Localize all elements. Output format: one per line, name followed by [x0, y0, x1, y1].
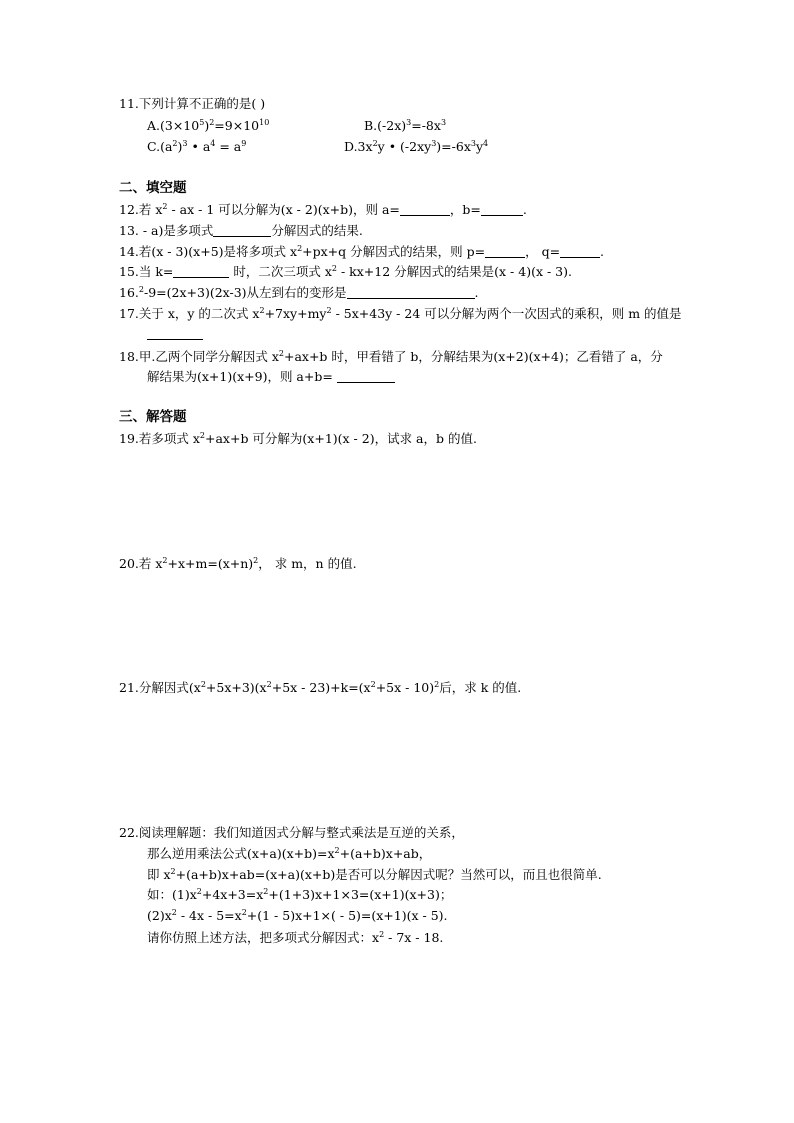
question-22-line-6: 请你仿照上述方法，把多项式分解因式：$x^2 - 7x - 18$. [147, 930, 444, 945]
question-18-continued: 解结果为(x+1)(x+9)，则 a+b= [147, 369, 395, 385]
question-11-option-c: $C.(a^2)^3$ • $a^4 = a^9$ [147, 139, 247, 154]
question-14: 14.若(x - 3)(x+5)是将多项式 $x^2+px+q$ 分解因式的结果，则 p= ， q= . [119, 244, 605, 259]
question-15: 15.当 k= 时，二次三项式 $x^2 - kx+12$ 分解因式的结果是(x - 4)(x - 3). [119, 264, 572, 279]
question-18: 18.甲.乙两个同学分解因式 $x^2+ax+b$ 时，甲看错了 b，分解结果为(x+2)(x+4)；乙看错了 a，分 [119, 349, 663, 364]
question-17-answer [147, 326, 203, 342]
question-20: 20.若 $x^2+x+m=(x+n)^2$， 求 m，n 的值. [119, 556, 357, 571]
section-fill-in-blank-heading: 二、填空题 [119, 180, 187, 196]
question-11-option-b: $B.(-2x)^3=-8x^3$ [364, 118, 447, 133]
answer-blank[interactable] [337, 370, 395, 383]
answer-blank[interactable] [213, 224, 271, 237]
answer-blank[interactable] [147, 327, 203, 340]
question-16: 16.$^2$-9=(2x+3)(2x-3)从左到右的变形是 . [119, 285, 479, 300]
question-13: 13. - a)是多项式 分解因式的结果. [119, 223, 363, 238]
question-12: 12.若 $x^2$ - ax - 1 可以分解为(x - 2)(x+b)，则 a= ，b= . [119, 202, 527, 217]
section-solution-heading: 三、解答题 [119, 409, 187, 425]
question-17: 17.关于 x，y 的二次式 $x^2+7xy+my^2 - 5x+43y - 24$ 可以分解为两个一次因式的乘积，则 m 的值是 [119, 306, 682, 321]
question-11-option-a: $A.(3\times 10^5)^2=9\times 10^{10}$ [147, 118, 270, 133]
question-22-line-1: 22.阅读理解题：我们知道因式分解与整式乘法是互逆的关系， [119, 825, 464, 840]
question-11-option-d: $D.3x^2y$ • $(-2xy^3)=-6x^3y^4$ [344, 139, 489, 154]
answer-blank[interactable] [485, 245, 525, 258]
answer-blank[interactable] [400, 203, 450, 216]
question-19: 19.若多项式 $x^2+ax+b$ 可分解为(x+1)(x - 2)，试求 a，b 的值. [119, 431, 477, 446]
question-22-line-3: 即 $x^2+(a+b)x+ab=(x+a)(x+b)$是否可以分解因式呢？当然可以，而且也很简单. [147, 867, 602, 882]
answer-blank[interactable] [173, 265, 229, 278]
question-22-line-4: 如：$(1)x^2+4x+3=x^2+(1+3)x+1\times 3=(x+1)(x+3)$； [147, 887, 453, 902]
answer-blank[interactable] [347, 286, 475, 299]
question-22-line-2: 那么逆用乘法公式$(x+a)(x+b)=x^2+(a+b)x+ab$， [147, 846, 432, 861]
question-21: 21.分解因式$(x^2+5x+3)(x^2+5x - 23)+k=(x^2+5x - 10)^2$后，求 k 的值. [119, 680, 522, 695]
answer-blank[interactable] [481, 203, 523, 216]
question-11-stem: 11.下列计算不正确的是( ) [119, 96, 266, 111]
answer-blank[interactable] [560, 245, 600, 258]
question-22-line-5: $(2)x^2 - 4x - 5=x^2+(1 - 5)x+1\times( - 5)=(x+1)(x - 5)$. [147, 908, 448, 923]
